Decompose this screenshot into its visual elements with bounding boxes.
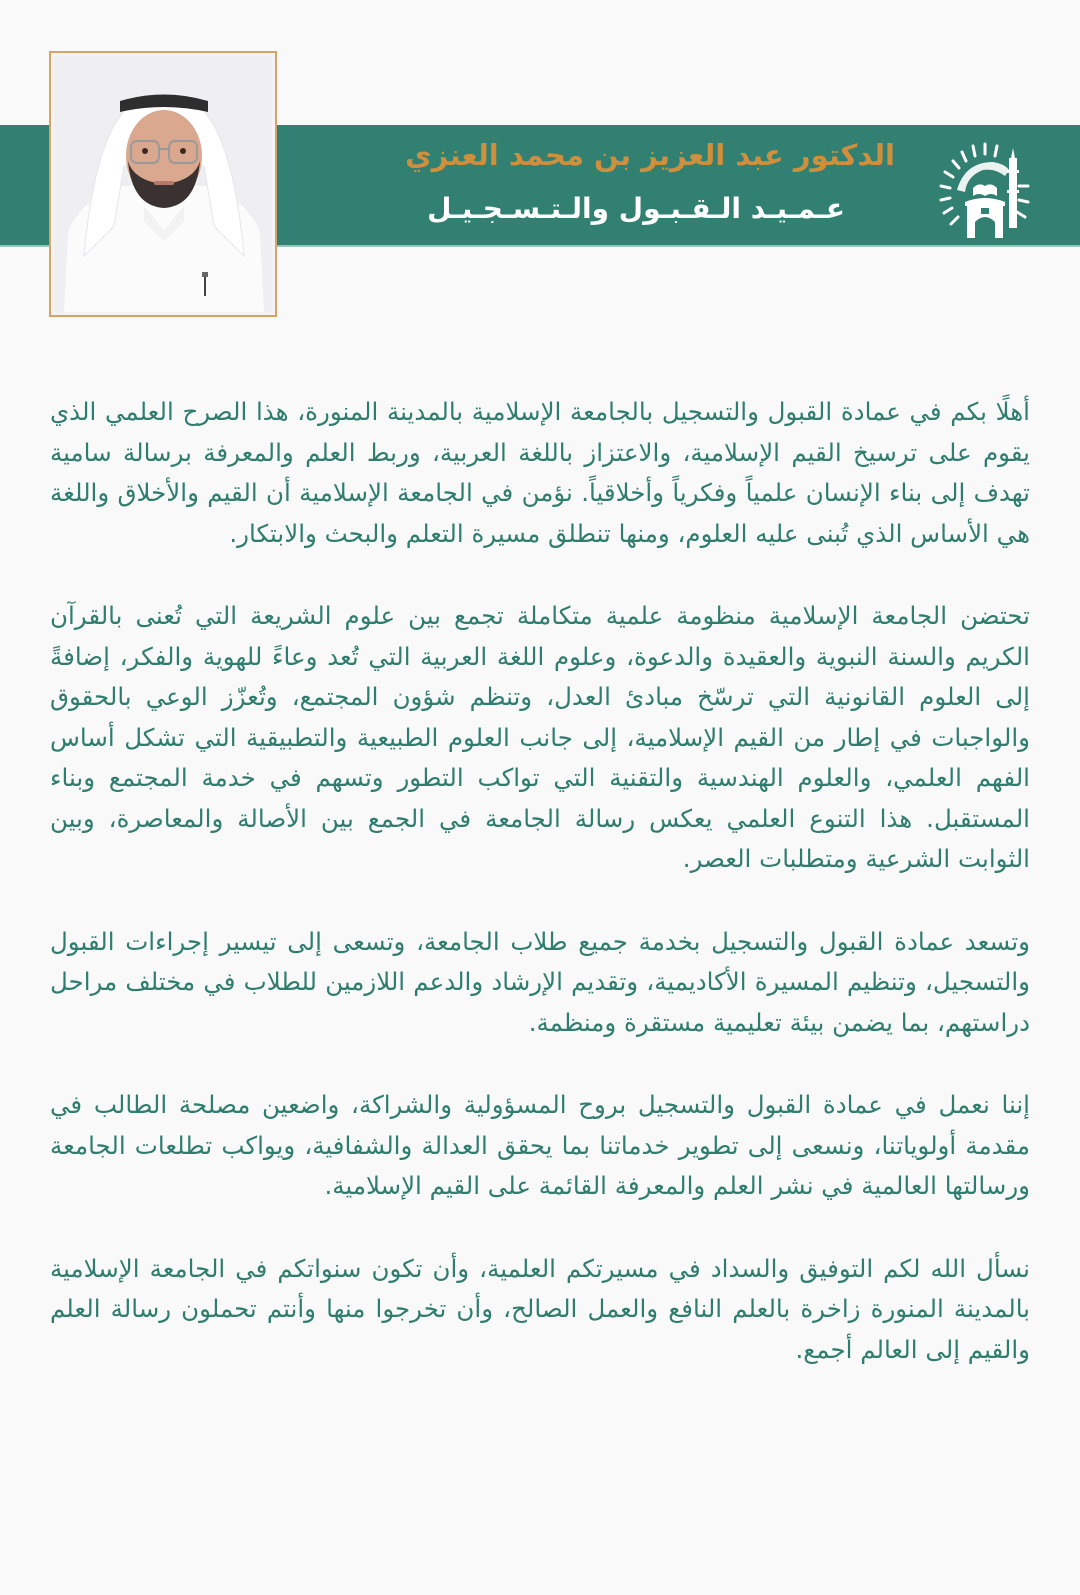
welcome-message <box>50 392 1030 1412</box>
paragraph-welcome: أهلًا بكم في عمادة القبول والتسجيل بالجامعة الإسلامية بالمدينة المنورة، هذا الصرح العلمي الذي يقوم على ترسيخ القيم الإسلامية، والاعتزاز باللغة العربية، وربط العلم والمعرفة برسالة سامية تهدف إلى بناء الإنسان علمياً وفكرياً وأخلاقياً. نؤمن في الجامعة الإسلامية أن القيم والأخلاق واللغة هي الأساس الذي تُبنى عليه العلوم، ومنها تنطلق مسيرة التعلم والبحث والابتكار. <box>50 397 1030 548</box>
dean-name: الدكتور عبد العزيز بن محمد العنزي <box>405 138 895 172</box>
dean-title: عـمـيـد الـقـبـول والـتـسـجـيـل <box>427 192 845 225</box>
university-emblem <box>935 140 1035 240</box>
university-logo-icon <box>935 140 1035 240</box>
dean-portrait <box>54 56 272 312</box>
paragraph-academic-system: تحتضن الجامعة الإسلامية منظومة علمية متكاملة تجمع بين علوم الشريعة التي تُعنى بالقرآن الكريم والسنة النبوية والعقيدة والدعوة، وعلوم اللغة العربية التي تُعد وعاءً للهوية والفكر، إضافةً إلى العلوم القانونية التي ترسّخ مبادئ العدل، وتنظم شؤون المجتمع، وتُعزّز الوعي بالحقوق والواجبات في إطار من القيم الإسلامية، إلى جانب العلوم الطبيعية والتطبيقية التي تشكل أساس الفهم العلمي، والعلوم الهندسية والتقنية التي تواكب التطور وتسهم في خدمة المجتمع وبناء المستقبل. هذا التنوع العلمي يعكس رسالة الجامعة في الجمع بين الأصالة والمعاصرة، وبين الثوابت الشرعية ومتطلبات العصر. <box>50 601 1030 873</box>
portrait-illustration <box>54 56 272 312</box>
dean-photo-frame <box>49 51 277 317</box>
paragraph-commitment: إننا نعمل في عمادة القبول والتسجيل بروح المسؤولية والشراكة، واضعين مصلحة الطالب في مقدمة أولوياتنا، ونسعى إلى تطوير خدماتنا بما يحقق العدالة والشفافية، ويواكب تطلعات الجامعة ورسالتها العالمية في نشر العلم والمعرفة القائمة على القيم الإسلامية. <box>50 1090 1030 1200</box>
paragraph-closing-prayer: نسأل الله لكم التوفيق والسداد في مسيرتكم العلمية، وأن تكون سنواتكم في الجامعة الإسلامية بالمدينة المنورة زاخرة بالعلم النافع والعمل الصالح، وأن تخرجوا منها وأنتم تحملون رسالة العلم والقيم إلى العالم أجمع. <box>50 1253 1030 1364</box>
paragraph-deanship-services: وتسعد عمادة القبول والتسجيل بخدمة جميع طلاب الجامعة، وتسعى إلى تيسير إجراءات القبول والتسجيل، وتنظيم المسيرة الأكاديمية، وتقديم الإرشاد والدعم اللازمين للطلاب في مختلف مراحل دراستهم، بما يضمن بيئة تعليمية مستقرة ومنظمة. <box>50 926 1030 1037</box>
